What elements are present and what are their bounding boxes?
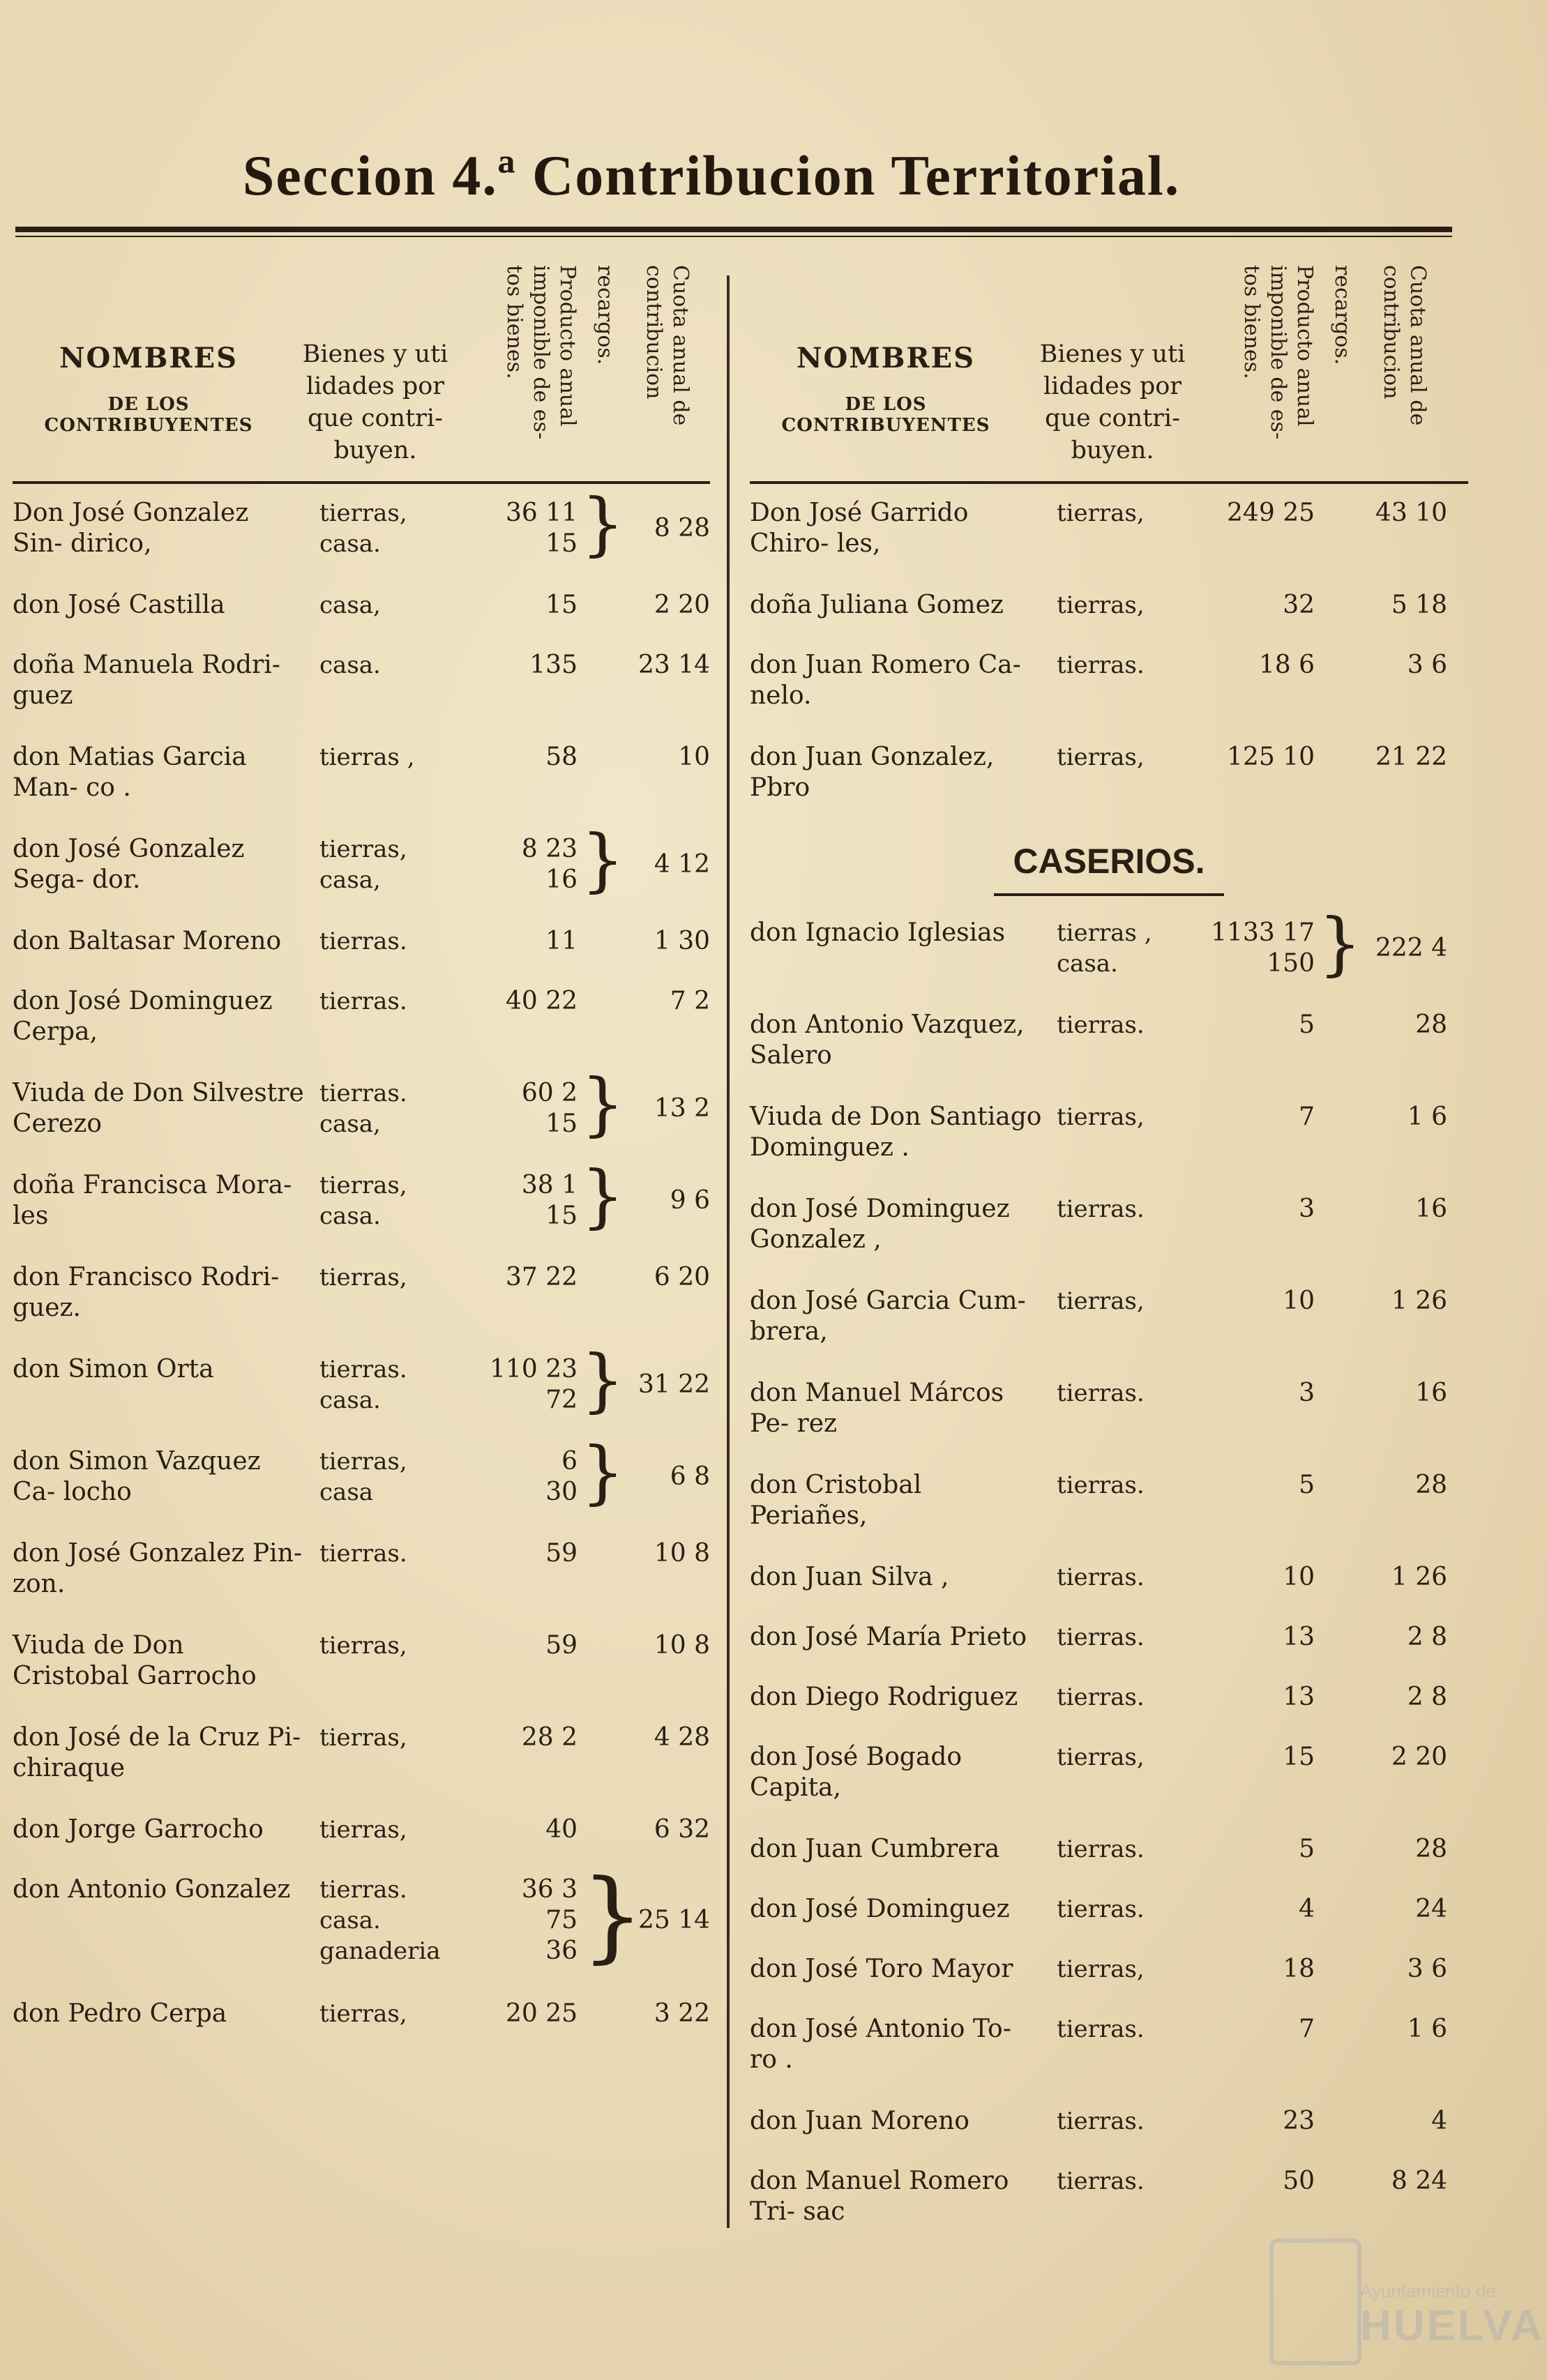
producto-value: 75 [545, 1906, 578, 1934]
cuota-value: 31 22 [637, 1370, 710, 1399]
header-bienes: Bienes y uti lidades por que contri- buyen. [1039, 340, 1186, 464]
contribuyente-name: don Simon Orta [13, 1355, 214, 1384]
cuota-value: 4 12 [654, 850, 710, 879]
bienes-value: tierras , [319, 743, 415, 771]
cuota-value: 10 8 [654, 1631, 710, 1660]
bienes-value: tierras, [319, 1632, 407, 1660]
producto-value: 150 [1267, 949, 1315, 978]
bienes-value: tierras. [1057, 1563, 1145, 1591]
right-table-header [750, 251, 1468, 484]
producto-value: 3 [1299, 1195, 1315, 1223]
contribuyente-name: don Antonio Vazquez, Salero [750, 1010, 1025, 1070]
table-row [13, 1722, 710, 1814]
producto-value: 7 [1299, 1102, 1315, 1131]
table-row [750, 1286, 1468, 1378]
producto-value: 59 [545, 1631, 578, 1660]
cuota-value: 43 10 [1375, 499, 1447, 527]
brace-symbol: } [581, 1157, 625, 1236]
table-row [13, 1433, 710, 1538]
bienes-value: casa. [1057, 950, 1118, 978]
producto-value: 15 [545, 1109, 578, 1138]
bienes-value: tierras. [1057, 2015, 1145, 2043]
bienes-value: tierras, [319, 1816, 407, 1844]
bienes-value: tierras, [319, 1724, 407, 1752]
producto-value: 3 [1299, 1379, 1315, 1407]
bienes-value: casa. [319, 651, 381, 679]
bienes-value: casa. [319, 530, 381, 558]
producto-value: 6 [561, 1447, 578, 1476]
cuota-value: 16 [1415, 1195, 1447, 1223]
producto-value: 15 [545, 1202, 578, 1230]
producto-value: 32 [1283, 591, 1315, 619]
bienes-value: tierras, [319, 499, 407, 527]
producto-value: 72 [545, 1386, 578, 1414]
producto-value: 60 2 [521, 1079, 578, 1107]
contribuyente-name: Viuda de Don Santiago Dominguez . [750, 1102, 1042, 1162]
title-rule-thick [15, 227, 1452, 232]
contribuyente-name: don José Antonio To- ro . [750, 2015, 1011, 2074]
producto-value: 18 [1283, 1955, 1315, 1983]
table-row [13, 1538, 710, 1630]
cuota-value: 24 [1415, 1895, 1447, 1923]
table-row [13, 485, 710, 590]
bienes-value: casa, [319, 866, 381, 894]
bienes-value: tierras, [319, 1172, 407, 1199]
header-producto: Producto anual imponible de es- tos bienes. [502, 265, 580, 440]
producto-value: 59 [545, 1539, 578, 1568]
table-row [750, 2106, 1468, 2166]
producto-value: 13 [1283, 1623, 1315, 1651]
bienes-value: tierras. [1057, 1471, 1145, 1499]
bienes-value: tierras. [319, 1356, 407, 1384]
table-row [750, 1954, 1468, 2014]
header-contribuyentes-label: DE LOS CONTRIBUYENTES [781, 394, 990, 436]
bienes-value: tierras. [319, 927, 407, 955]
producto-value: 5 [1299, 1471, 1315, 1499]
contribuyente-name: don José Dominguez [750, 1895, 1010, 1923]
contribuyente-name: Viuda de Don Silvestre Cerezo [13, 1079, 304, 1138]
table-row [750, 1470, 1468, 1562]
producto-value: 13 [1283, 1683, 1315, 1711]
cuota-value: 1 6 [1407, 1102, 1447, 1131]
producto-value: 40 22 [505, 987, 578, 1015]
bienes-value: tierras. [319, 1079, 407, 1107]
producto-value: 249 25 [1227, 499, 1315, 527]
bienes-value: tierras, [1057, 499, 1145, 527]
contribuyente-name: don José Toro Mayor [750, 1955, 1013, 1983]
cuota-value: 1 6 [1407, 2015, 1447, 2043]
table-row [750, 1834, 1468, 1894]
contribuyente-name: don Baltasar Moreno [13, 927, 282, 955]
table-row [13, 1630, 710, 1722]
bienes-value: tierras, [319, 1264, 407, 1291]
contribuyente-name: don Ignacio Iglesias [750, 918, 1006, 947]
producto-value: 125 10 [1227, 743, 1315, 771]
contribuyente-name: don Antonio Gonzalez [13, 1875, 291, 1904]
contribuyente-name: don Juan Cumbrera [750, 1835, 1000, 1863]
producto-value: 20 25 [505, 1999, 578, 2028]
producto-value: 11 [545, 927, 578, 955]
brace-symbol: } [581, 1341, 625, 1420]
producto-value: 40 [545, 1815, 578, 1844]
cuota-value: 3 6 [1407, 1955, 1447, 1983]
bienes-value: tierras. [319, 987, 407, 1015]
table-row [750, 1378, 1468, 1470]
header-nombres-label: NOMBRES [59, 342, 239, 374]
bienes-value: casa, [319, 591, 381, 619]
cuota-value: 6 32 [654, 1815, 710, 1844]
cuota-value: 8 24 [1391, 2167, 1447, 2195]
table-row [750, 1194, 1468, 1286]
brace-symbol: } [581, 485, 625, 564]
header-cuota: Cuota anual de contribucion [1379, 265, 1430, 426]
bienes-value: tierras, [1057, 591, 1145, 619]
right-column [750, 251, 1468, 2226]
producto-value: 135 [529, 651, 578, 679]
column-divider [727, 275, 730, 2228]
contribuyente-name: doña Juliana Gomez [750, 591, 1004, 619]
header-recargos: recargos. [1330, 265, 1354, 365]
contribuyente-name: Don José Gonzalez Sin- dirico, [13, 499, 249, 558]
contribuyente-name: don Manuel Romero Tri- sac [750, 2167, 1009, 2226]
cuota-value: 2 8 [1407, 1683, 1447, 1711]
cuota-value: 1 30 [654, 927, 710, 955]
brace-symbol: } [581, 1433, 625, 1513]
producto-value: 36 11 [505, 499, 578, 527]
contribuyente-name: don Juan Moreno [750, 2107, 969, 2135]
producto-value: 23 [1283, 2107, 1315, 2135]
cuota-value: 4 [1431, 2107, 1447, 2135]
cuota-value: 28 [1415, 1010, 1447, 1039]
cuota-value: 16 [1415, 1379, 1447, 1407]
producto-value: 10 [1283, 1287, 1315, 1315]
table-row [750, 590, 1468, 650]
table-row [13, 650, 710, 742]
coat-of-arms-icon [1269, 2238, 1361, 2365]
cuota-value: 13 2 [654, 1094, 710, 1123]
contribuyente-name: don Diego Rodriguez [750, 1683, 1018, 1711]
cuota-value: 28 [1415, 1835, 1447, 1863]
contribuyente-name: don José Gonzalez Pin- zon. [13, 1539, 303, 1598]
cuota-value: 5 18 [1391, 591, 1447, 619]
contribuyente-name: don Pedro Cerpa [13, 1999, 227, 2028]
header-bienes: Bienes y uti lidades por que contri- buyen. [302, 340, 448, 464]
producto-value: 36 3 [521, 1875, 578, 1904]
bienes-value: tierras. [1057, 2167, 1145, 2195]
contribuyente-name: don José de la Cruz Pi- chiraque [13, 1723, 301, 1782]
producto-value: 30 [545, 1478, 578, 1506]
bienes-value: ganaderia [319, 1937, 441, 1965]
header-nombres-label: NOMBRES [796, 342, 976, 374]
bienes-value: casa, [319, 1110, 381, 1138]
contribuyente-name: don Simon Vazquez Ca- locho [13, 1447, 261, 1506]
bienes-value: tierras. [319, 1876, 407, 1904]
seal-line-2: HUELVA [1360, 2302, 1544, 2350]
cuota-value: 8 28 [654, 514, 710, 543]
bienes-value: tierras. [1057, 1835, 1145, 1863]
bienes-value: tierras, [1057, 1287, 1145, 1315]
producto-value: 1133 17 [1211, 918, 1315, 947]
brace-symbol: } [581, 1065, 625, 1144]
bienes-value: casa. [319, 1202, 381, 1230]
table-row [750, 742, 1468, 834]
table-row [13, 1999, 710, 2059]
cuota-value: 2 20 [1391, 1743, 1447, 1771]
table-row [13, 1157, 710, 1262]
contribuyente-name: don Francisco Rodri- guez. [13, 1263, 280, 1322]
producto-value: 4 [1299, 1895, 1315, 1923]
producto-value: 5 [1299, 1835, 1315, 1863]
producto-value: 5 [1299, 1010, 1315, 1039]
table-row [750, 498, 1468, 590]
header-producto: Producto anual imponible de es- tos bienes. [1239, 265, 1317, 440]
bienes-value: tierras. [1057, 651, 1145, 679]
cuota-value: 6 8 [670, 1462, 710, 1491]
cuota-value: 7 2 [670, 987, 710, 1015]
bienes-value: tierras, [1057, 1955, 1145, 1983]
bienes-value: tierras, [319, 2000, 407, 2028]
table-row [750, 1562, 1468, 1622]
seal-line-1: Ayuntamiento de [1360, 2280, 1496, 2301]
brace-symbol: } [1318, 904, 1362, 984]
contribuyente-name: don José Dominguez Cerpa, [13, 987, 273, 1046]
producto-value: 15 [545, 529, 578, 558]
table-row [13, 590, 710, 650]
producto-value: 15 [545, 591, 578, 619]
header-nombres [750, 342, 1022, 436]
cuota-value: 9 6 [670, 1186, 710, 1215]
left-column [13, 251, 710, 2028]
contribuyente-name: don Jorge Garrocho [13, 1815, 264, 1844]
producto-value: 38 1 [521, 1171, 578, 1199]
bienes-value: tierras, [1057, 743, 1145, 771]
contribuyente-name: don Cristobal Periañes, [750, 1471, 922, 1530]
cuota-value: 21 22 [1375, 743, 1447, 771]
municipal-seal [1255, 2238, 1544, 2364]
bienes-value: casa. [319, 1907, 381, 1934]
cuota-value: 23 14 [637, 651, 710, 679]
contribuyente-name: don José Gonzalez Sega- dor. [13, 835, 245, 894]
cuota-value: 222 4 [1375, 934, 1447, 962]
producto-value: 50 [1283, 2167, 1315, 2195]
page-title: Seccion 4.ª Contribucion Territorial. [242, 144, 1181, 207]
bienes-value: tierras, [319, 1448, 407, 1476]
bienes-value: tierras. [1057, 1195, 1145, 1223]
header-nombres [13, 342, 285, 436]
producto-value: 8 23 [521, 835, 578, 863]
cuota-value: 28 [1415, 1471, 1447, 1499]
bienes-value: tierras. [1057, 1623, 1145, 1651]
bienes-value: tierras , [1057, 919, 1152, 947]
contribuyente-name: don Manuel Márcos Pe- rez [750, 1379, 1004, 1438]
cuota-value: 3 6 [1407, 651, 1447, 679]
cuota-value: 25 14 [637, 1906, 710, 1934]
producto-value: 36 [545, 1936, 578, 1965]
contribuyente-name: Viuda de Don Cristobal Garrocho [13, 1631, 257, 1690]
brace-symbol: } [581, 821, 625, 900]
contribuyente-name: don Juan Silva , [750, 1563, 949, 1591]
producto-value: 10 [1283, 1563, 1315, 1591]
table-row [750, 1010, 1468, 1102]
bienes-value: tierras. [1057, 1895, 1145, 1923]
header-recargos: recargos. [593, 265, 617, 365]
producto-value: 7 [1299, 2015, 1315, 2043]
producto-value: 16 [545, 865, 578, 894]
producto-value: 37 22 [505, 1263, 578, 1291]
contribuyente-name: don José María Prieto [750, 1623, 1027, 1651]
cuota-value: 1 26 [1391, 1563, 1447, 1591]
producto-value: 28 2 [521, 1723, 578, 1752]
table-row [13, 1858, 710, 1999]
cuota-value: 2 20 [654, 591, 710, 619]
table-row [13, 926, 710, 986]
contribuyente-name: Don José Garrido Chiro- les, [750, 499, 969, 558]
producto-value: 58 [545, 743, 578, 771]
contribuyente-name: don Matias Garcia Man- co . [13, 743, 247, 802]
table-row [750, 1102, 1468, 1194]
contribuyente-name: doña Francisca Mora- les [13, 1171, 292, 1230]
bienes-value: tierras, [319, 835, 407, 863]
bienes-value: tierras, [1057, 1743, 1145, 1771]
table-row [750, 1742, 1468, 1834]
cuota-value: 2 8 [1407, 1623, 1447, 1651]
caserios-rule [994, 893, 1224, 896]
bienes-value: tierras. [1057, 1379, 1145, 1407]
bienes-value: casa. [319, 1386, 381, 1414]
contribuyente-name: don Juan Romero Ca- nelo. [750, 651, 1021, 710]
brace-symbol: } [581, 1858, 644, 1973]
header-contribuyentes-label: DE LOS CONTRIBUYENTES [44, 394, 253, 436]
cuota-value: 1 26 [1391, 1287, 1447, 1315]
producto-value: 15 [1283, 1743, 1315, 1771]
producto-value: 18 6 [1258, 651, 1315, 679]
caserios-heading: CASERIOS. [1013, 842, 1205, 881]
table-row [13, 821, 710, 926]
table-row [750, 2014, 1468, 2106]
table-row [750, 904, 1468, 1010]
title-rule-thin [15, 236, 1452, 237]
bienes-value: tierras. [1057, 2107, 1145, 2135]
bienes-value: tierras, [1057, 1103, 1145, 1131]
bienes-value: tierras. [1057, 1011, 1145, 1039]
cuota-value: 10 [678, 743, 710, 771]
contribuyente-name: don Juan Gonzalez, Pbro [750, 743, 995, 802]
table-row [750, 1622, 1468, 1682]
cuota-value: 6 20 [654, 1263, 710, 1291]
cuota-value: 4 28 [654, 1723, 710, 1752]
header-cuota: Cuota anual de contribucion [642, 265, 693, 426]
bienes-value: tierras. [319, 1540, 407, 1568]
contribuyente-name: doña Manuela Rodri- guez [13, 651, 280, 710]
contribuyente-name: don José Castilla [13, 591, 225, 619]
cuota-value: 3 22 [654, 1999, 710, 2028]
contribuyente-name: don José Dominguez Gonzalez , [750, 1195, 1010, 1254]
cuota-value: 10 8 [654, 1539, 710, 1568]
contribuyente-name: don José Bogado Capita, [750, 1743, 963, 1802]
producto-value: 110 23 [490, 1355, 578, 1384]
bienes-value: casa [319, 1478, 374, 1506]
table-row [750, 1894, 1468, 1954]
contribuyente-name: don José Garcia Cum- brera, [750, 1287, 1026, 1346]
left-table-header [13, 251, 710, 484]
table-row [750, 1682, 1468, 1742]
table-row [750, 650, 1468, 742]
bienes-value: tierras. [1057, 1683, 1145, 1711]
